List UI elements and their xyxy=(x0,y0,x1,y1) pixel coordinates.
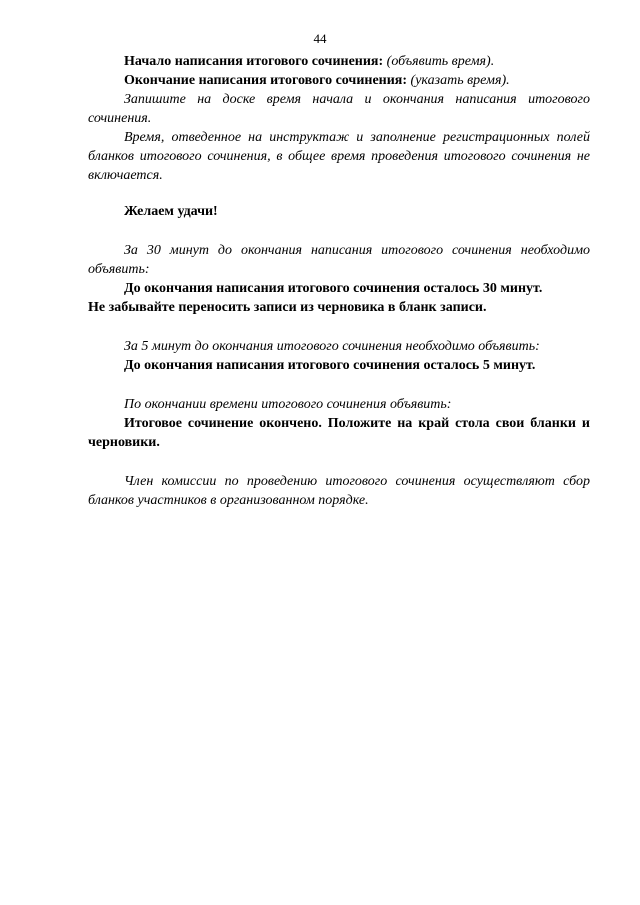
collection-note: Член комиссии по проведению итогового сочинения осуществляют сбор бланков участников в организованном порядке. xyxy=(88,474,590,508)
finish-instruction: По окончании времени итогового сочинения объявить: xyxy=(124,397,452,412)
page-number: 44 xyxy=(313,31,327,46)
thirty-minutes-announcement-2: Не забывайте переносить записи из черновика в бланк записи. xyxy=(88,300,487,315)
finish-announcement: Итоговое сочинение окончено. Положите на край стола свои бланки и черновики. xyxy=(88,416,590,450)
time-note: Время, отведенное на инструктаж и заполнение регистрационных полей бланков итогового сочинения, в общее время проведения итогового сочинения не включается. xyxy=(88,130,590,183)
five-minutes-announcement: До окончания написания итогового сочинения осталось 5 минут. xyxy=(124,358,536,373)
end-time-line xyxy=(88,71,590,90)
start-time-line xyxy=(88,52,590,71)
start-time-label: Начало написания итогового сочинения: xyxy=(124,54,384,69)
end-time-note: (указать время). xyxy=(410,73,510,88)
thirty-minutes-announcement-1: До окончания написания итогового сочинения осталось 30 минут. xyxy=(124,281,543,296)
thirty-minutes-instruction: За 30 минут до окончания написания итогового сочинения необходимо объявить: xyxy=(88,243,590,277)
good-luck: Желаем удачи! xyxy=(124,204,218,219)
end-time-label: Окончание написания итогового сочинения: xyxy=(124,73,408,88)
document-body xyxy=(88,52,590,510)
five-minutes-instruction: За 5 минут до окончания итогового сочинения необходимо объявить: xyxy=(124,339,540,354)
start-time-note: (объявить время). xyxy=(386,54,495,69)
board-instruction: Запишите на доске время начала и окончания написания итогового сочинения. xyxy=(88,92,590,126)
